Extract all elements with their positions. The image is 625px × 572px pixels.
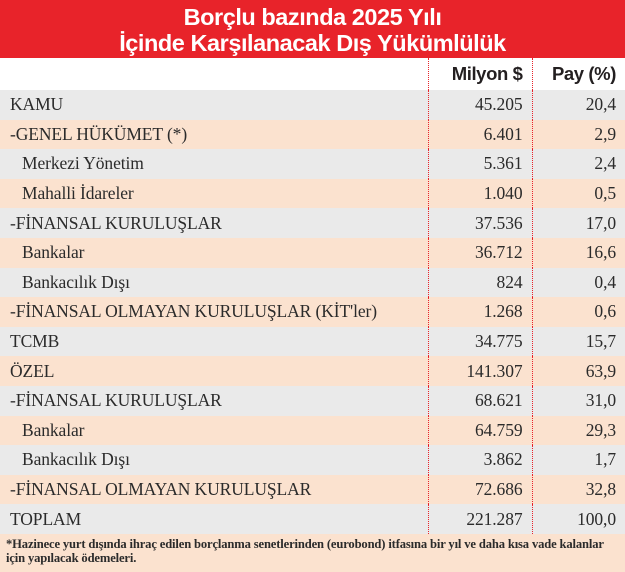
table-row — [0, 475, 625, 505]
row-value-million-usd: 1.268 — [428, 297, 532, 327]
figure-title-banner — [0, 0, 625, 58]
row-value-million-usd: 221.287 — [428, 504, 532, 534]
row-value-million-usd: 72.686 — [428, 475, 532, 505]
title-line-2: İçinde Karşılanacak Dış Yükümlülük — [119, 30, 506, 56]
table-row — [0, 120, 625, 150]
table-row — [0, 356, 625, 386]
row-value-share-percent: 16,6 — [532, 238, 625, 268]
row-value-million-usd: 34.775 — [428, 327, 532, 357]
row-value-share-percent: 17,0 — [532, 208, 625, 238]
external-liability-table — [0, 58, 625, 534]
title-line-1: Borçlu bazında 2025 Yılı — [183, 4, 442, 30]
row-value-share-percent: 0,4 — [532, 268, 625, 298]
row-value-share-percent: 0,5 — [532, 179, 625, 209]
row-value-share-percent: 100,0 — [532, 504, 625, 534]
row-label: -FİNANSAL OLMAYAN KURULUŞLAR (KİT'ler) — [0, 297, 428, 327]
row-value-million-usd: 5.361 — [428, 149, 532, 179]
row-label: Bankalar — [0, 416, 428, 446]
row-value-million-usd: 68.621 — [428, 386, 532, 416]
table-row — [0, 149, 625, 179]
column-header-value: Milyon $ — [428, 58, 532, 90]
row-value-million-usd: 45.205 — [428, 90, 532, 120]
table-header-row — [0, 58, 625, 90]
row-label: Bankacılık Dışı — [0, 268, 428, 298]
row-value-million-usd: 141.307 — [428, 356, 532, 386]
table-row — [0, 386, 625, 416]
column-header-label — [0, 58, 428, 90]
row-value-share-percent: 63,9 — [532, 356, 625, 386]
row-value-share-percent: 32,8 — [532, 475, 625, 505]
table-row — [0, 268, 625, 298]
row-value-share-percent: 0,6 — [532, 297, 625, 327]
row-label: ÖZEL — [0, 356, 428, 386]
row-value-share-percent: 2,4 — [532, 149, 625, 179]
table-row — [0, 504, 625, 534]
row-label: -FİNANSAL OLMAYAN KURULUŞLAR — [0, 475, 428, 505]
row-value-share-percent: 31,0 — [532, 386, 625, 416]
row-label: -FİNANSAL KURULUŞLAR — [0, 386, 428, 416]
table-row — [0, 90, 625, 120]
row-value-million-usd: 824 — [428, 268, 532, 298]
row-label: Bankacılık Dışı — [0, 445, 428, 475]
row-value-million-usd: 36.712 — [428, 238, 532, 268]
column-header-percent: Pay (%) — [532, 58, 625, 90]
row-label: Merkezi Yönetim — [0, 149, 428, 179]
table-row — [0, 208, 625, 238]
table-row — [0, 297, 625, 327]
row-value-million-usd: 64.759 — [428, 416, 532, 446]
table-header — [0, 58, 625, 90]
row-label: TOPLAM — [0, 504, 428, 534]
footnote: *Hazinece yurt dışında ihraç edilen borçlanma senetlerinden (eurobond) itfasına bir yıl ve daha kısa vade kalanlar için yapılacak ödemeleri. — [0, 534, 625, 572]
row-label: Mahalli İdareler — [0, 179, 428, 209]
row-label: -GENEL HÜKÜMET (*) — [0, 120, 428, 150]
row-label: TCMB — [0, 327, 428, 357]
row-value-million-usd: 3.862 — [428, 445, 532, 475]
table-row — [0, 327, 625, 357]
row-label: -FİNANSAL KURULUŞLAR — [0, 208, 428, 238]
row-value-share-percent: 15,7 — [532, 327, 625, 357]
row-label: Bankalar — [0, 238, 428, 268]
row-label: KAMU — [0, 90, 428, 120]
row-value-share-percent: 29,3 — [532, 416, 625, 446]
table-row — [0, 238, 625, 268]
row-value-million-usd: 6.401 — [428, 120, 532, 150]
table-row — [0, 416, 625, 446]
table-row — [0, 179, 625, 209]
row-value-share-percent: 2,9 — [532, 120, 625, 150]
row-value-million-usd: 1.040 — [428, 179, 532, 209]
row-value-million-usd: 37.536 — [428, 208, 532, 238]
table-row — [0, 445, 625, 475]
row-value-share-percent: 20,4 — [532, 90, 625, 120]
row-value-share-percent: 1,7 — [532, 445, 625, 475]
table-body — [0, 90, 625, 534]
